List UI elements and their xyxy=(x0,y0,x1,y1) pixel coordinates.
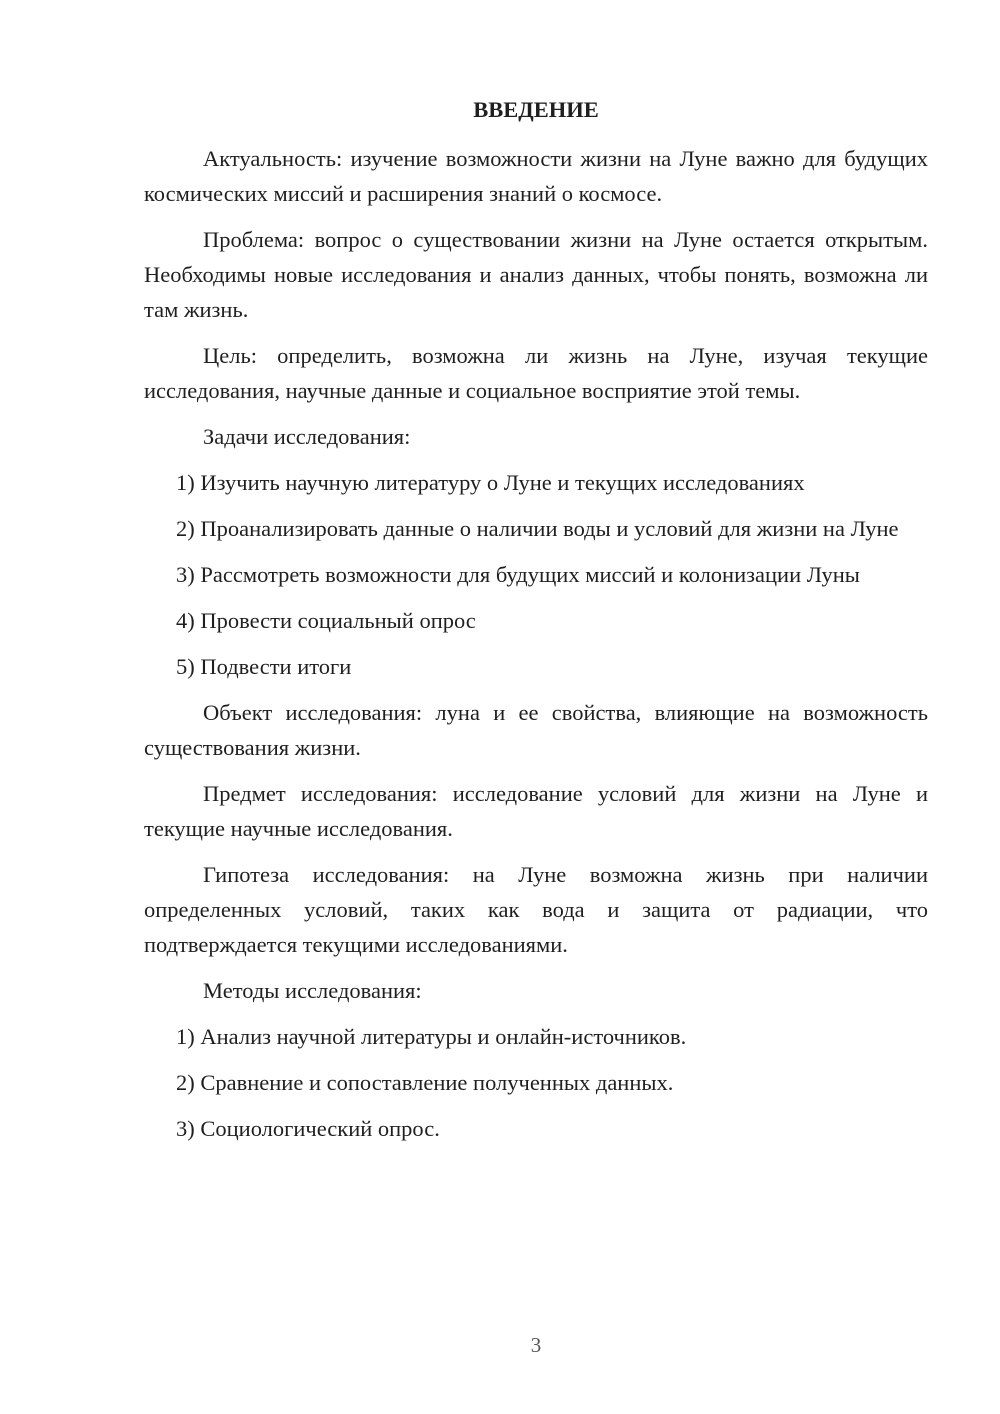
hypothesis-paragraph: Гипотеза исследования: на Луне возможна жизнь при наличии определенных условий, таких как вода и защита от радиации, что подтверждается текущими исследованиями. xyxy=(144,862,928,957)
relevance-paragraph: Актуальность: изучение возможности жизни на Луне важно для будущих космических миссий и расширения знаний о космосе. xyxy=(144,146,928,206)
task-item: 3) Рассмотреть возможности для будущих миссий и колонизации Луны xyxy=(176,562,860,587)
page-number: 3 xyxy=(530,1333,542,1357)
method-item: 1) Анализ научной литературы и онлайн-источников. xyxy=(176,1024,687,1049)
section-heading: ВВЕДЕНИЕ xyxy=(473,97,599,122)
task-item: 1) Изучить научную литературу о Луне и текущих исследованиях xyxy=(176,470,805,495)
goal-paragraph: Цель: определить, возможна ли жизнь на Луне, изучая текущие исследования, научные данные и социальное восприятие этой темы. xyxy=(144,343,928,403)
task-item: 5) Подвести итоги xyxy=(176,654,352,679)
methods-title: Методы исследования: xyxy=(203,978,422,1003)
tasks-title: Задачи исследования: xyxy=(203,424,411,449)
task-item: 4) Провести социальный опрос xyxy=(176,608,476,633)
object-paragraph: Объект исследования: луна и ее свойства, влияющие на возможность существования жизни. xyxy=(144,700,928,760)
page-content xyxy=(144,92,928,1157)
problem-paragraph: Проблема: вопрос о существовании жизни на Луне остается открытым. Необходимы новые исследования и анализ данных, чтобы понять, возможна ли там жизнь. xyxy=(144,227,928,322)
subject-paragraph: Предмет исследования: исследование условий для жизни на Луне и текущие научные исследования. xyxy=(144,781,928,841)
method-item: 2) Сравнение и сопоставление полученных данных. xyxy=(176,1070,674,1095)
method-item: 3) Социологический опрос. xyxy=(176,1116,440,1141)
task-item: 2) Проанализировать данные о наличии воды и условий для жизни на Луне xyxy=(176,516,899,541)
